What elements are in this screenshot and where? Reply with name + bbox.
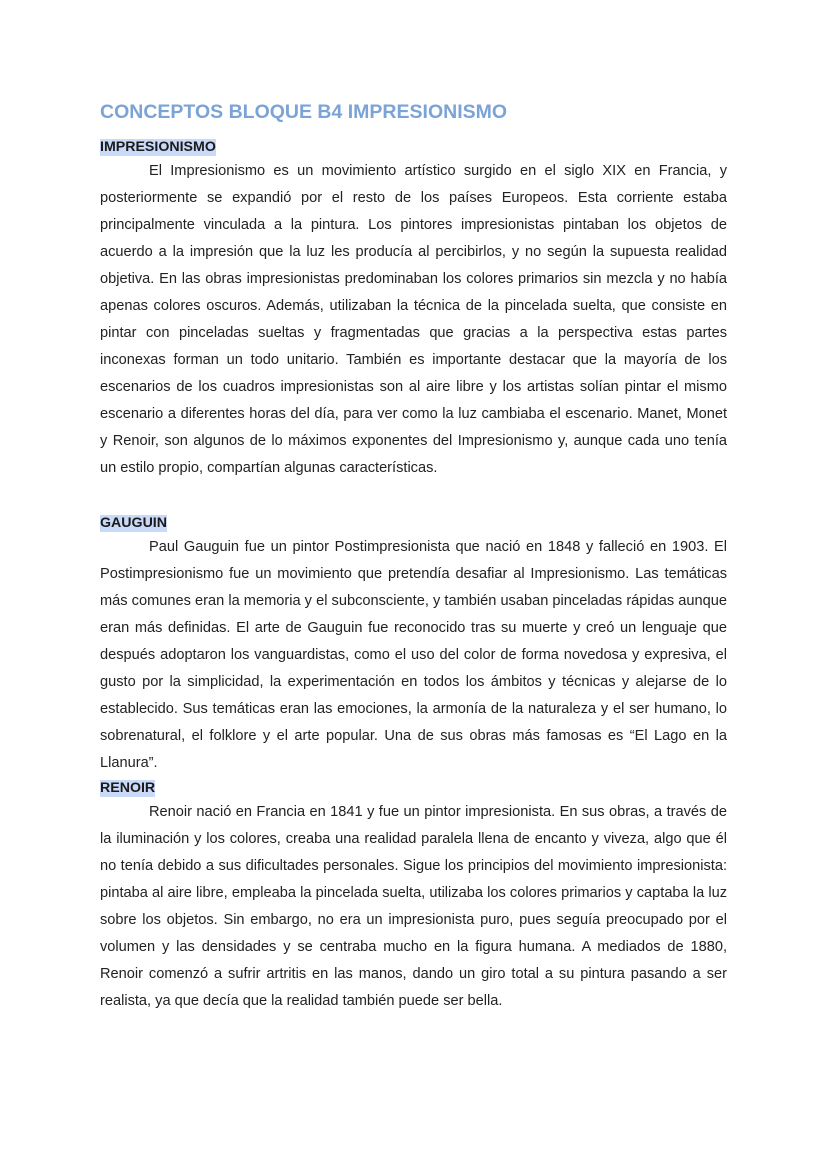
- section-body-gauguin: Paul Gauguin fue un pintor Postimpresionista que nació en 1848 y falleció en 1903. El Postimpresionismo fue un movimiento que pretendía desafiar al Impresionismo. Las temáticas más comunes eran la memoria y el subconsciente, y también usaban pinceladas rápidas aunque eran más definidas. El arte de Gauguin fue reconocido tras su muerte y creó un lenguaje que después adoptaron los vanguardistas, como el uso del color de forma novedosa y expresiva, el gusto por la simplicidad, la experimentación en todos los ámbitos y técnicas y alejarse de lo establecido. Sus temáticas eran las emociones, la armonía de la naturaleza y el ser humano, lo sobrenatural, el folklore y el arte popular. Una de sus obras más famosas es “El Lago en la Llanura”.: [100, 539, 727, 771]
- section-body-impresionismo: El Impresionismo es un movimiento artístico surgido en el siglo XIX en Francia, y posteriormente se expandió por el resto de los países Europeos. Esta corriente estaba principalmente vinculada a la pintura. Los pintores impresionistas pintaban los objetos de acuerdo a la impresión que la luz les producía al percibirlos, y no según la supuesta realidad objetiva. En las obras impresionistas predominaban los colores primarios sin mezcla y no había apenas colores oscuros. Además, utilizaban la técnica de la pincelada suelta, que consiste en pintar con pinceladas sueltas y fragmentadas que gracias a la perspectiva estas partes inconexas forman un todo unitario. También es importante destacar que la mayoría de los escenarios de los cuadros impresionistas son al aire libre y los artistas solían pintar el mismo escenario a diferentes horas del día, para ver como la luz cambiaba el escenario. Manet, Monet y Renoir, son algunos de lo máximos exponentes del Impresionismo y, aunque cada uno tenía un estilo propio, compartían algunas características.: [100, 163, 727, 476]
- section-heading-row-renoir: [100, 777, 727, 799]
- section-heading-impresionismo: IMPRESIONISMO: [100, 138, 216, 155]
- paragraph-spacer: [100, 482, 727, 509]
- section-heading-row-gauguin: [100, 512, 727, 534]
- section-body-renoir: Renoir nació en Francia en 1841 y fue un pintor impresionista. En sus obras, a través de la iluminación y los colores, creaba una realidad paralela llena de encanto y viveza, algo que él no tenía debido a sus dificultades personales. Sigue los principios del movimiento impresionista: pintaba al aire libre, empleaba la pincelada suelta, utilizaba los colores primarios y captaba la luz sobre los objetos. Sin embargo, no era un impresionista puro, pues seguía preocupado por el volumen y las densidades y se centraba mucho en la figura humana. A mediados de 1880, Renoir comenzó a sufrir artritis en las manos, dando un giro total a su pintura pasando a ser realista, ya que decía que la realidad también puede ser bella.: [100, 804, 727, 1009]
- section-heading-row-impresionismo: [100, 136, 727, 158]
- section-heading-renoir: RENOIR: [100, 779, 156, 796]
- document-page: [100, 98, 727, 1015]
- document-title: CONCEPTOS BLOQUE B4 IMPRESIONISMO: [100, 101, 508, 123]
- section-heading-gauguin: GAUGUIN: [100, 514, 167, 531]
